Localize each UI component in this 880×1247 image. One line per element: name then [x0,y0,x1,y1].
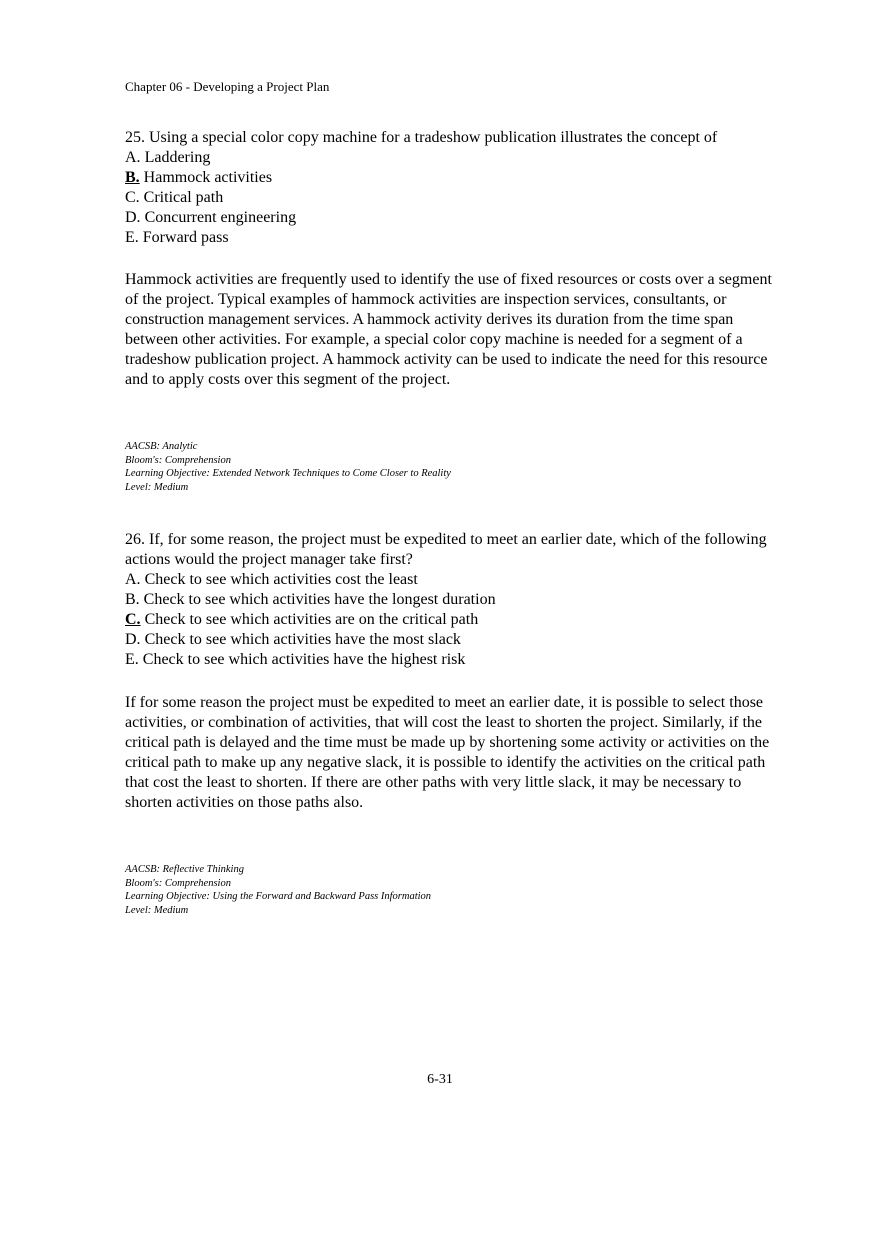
option-text: Laddering [140,149,211,166]
aacsb-tag: AACSB: Analytic [125,441,198,452]
option-text: Check to see which activities cost the least [140,571,418,588]
option-text: Check to see which activities have the longest duration [139,591,496,608]
option-letter: D. [125,631,141,648]
option-letter: E. [125,229,139,246]
option-a [125,148,785,168]
question-26 [125,530,785,670]
option-text: Check to see which activities have the highest risk [138,651,466,668]
option-a [125,570,785,590]
meta-25 [125,440,451,494]
aacsb-tag: AACSB: Reflective Thinking [125,864,244,875]
option-d [125,208,785,228]
option-e [125,228,785,248]
option-letter: B. [125,169,140,186]
explanation-26: If for some reason the project must be expedited to meet an earlier date, it is possible to select those activities, or combination of activities, that will cost the least to shorten the project. Similarly, if the critical path is delayed and the time must be made up by shortening some activity or activities on the critical path to make up any negative slack, it is possible to identify the activities on the critical path that cost the least to shorten. If there are other paths with very little slack, it may be necessary to shorten activities on those paths also. [125,694,770,811]
option-letter: A. [125,571,141,588]
option-letter: B. [125,591,140,608]
question-stem: 25. Using a special color copy machine for a tradeshow publication illustrates the concept of [125,129,718,146]
blooms-tag: Bloom's: Comprehension [125,454,231,466]
option-d [125,630,785,650]
option-b [125,590,785,610]
option-c-correct [125,610,785,630]
explanation-25: Hammock activities are frequently used to identify the use of fixed resources or costs over a segment of the project. Typical examples of hammock activities are inspection services, consultants, or construction management services. A hammock activity derives its duration from the time span between other activities. For example, a special color copy machine is needed for a segment of a tradeshow publication project. A hammock activity can be used to indicate the need for this resource and to apply costs over this segment of the project. [125,271,772,388]
option-text: Hammock activities [139,169,273,186]
question-25 [125,128,785,248]
option-text: Check to see which activities have the most slack [140,631,461,648]
option-letter: A. [125,149,141,166]
option-b-correct [125,168,785,188]
option-text: Critical path [139,189,224,206]
option-letter: E. [125,651,139,668]
question-stem: 26. If, for some reason, the project must be expedited to meet an earlier date, which of the following actions would the project manager take first? [125,531,767,568]
level-tag: Level: Medium [125,481,189,493]
page-header: Chapter 06 - Developing a Project Plan [125,79,330,94]
option-letter: C. [125,189,140,206]
option-letter: C. [125,611,141,628]
option-text: Forward pass [138,229,229,246]
option-text: Check to see which activities are on the critical path [140,611,479,628]
option-e [125,650,785,670]
blooms-tag: Bloom's: Comprehension [125,877,231,889]
learning-objective: Learning Objective: Extended Network Techniques to Come Closer to Reality [125,468,451,479]
level-tag: Level: Medium [125,904,189,916]
option-text: Concurrent engineering [140,209,297,226]
learning-objective: Learning Objective: Using the Forward and Backward Pass Information [125,891,432,902]
meta-26 [125,863,431,917]
option-c [125,188,785,208]
page-number: 6-31 [427,1072,453,1087]
option-letter: D. [125,209,141,226]
